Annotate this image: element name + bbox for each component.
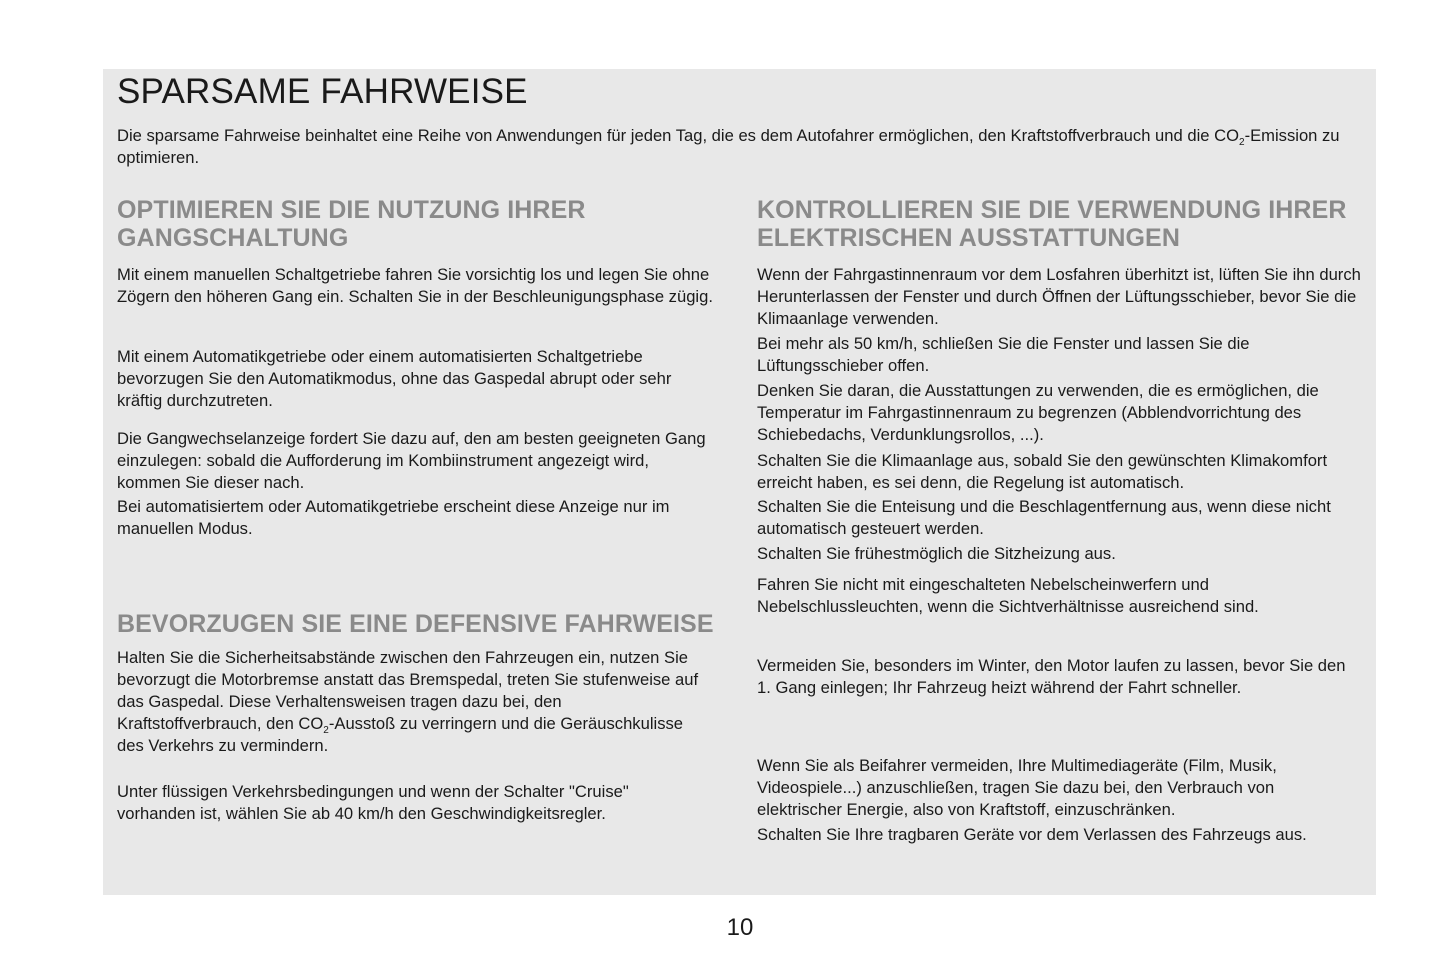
paragraph-manual-gearbox: Mit einem manuellen Schaltgetriebe fahren Sie vorsichtig los und legen Sie ohne Zögern den höheren Gang ein. Schalten Sie in der Beschleunigungsphase zügig. (117, 265, 713, 306)
paragraph-close-windows: Bei mehr als 50 km/h, schließen Sie die Fenster und lassen Sie die Lüftungsschieber offen. (757, 334, 1250, 375)
heading-electrical-equipment: KONTROLLIEREN SIE DIE VERWENDUNG IHRER ELEKTRISCHEN AUSSTATTUNGEN (757, 196, 1347, 252)
paragraph-cruise-control: Unter flüssigen Verkehrsbedingungen und wenn der Schalter "Cruise" vorhanden ist, wählen Sie ab 40 km/h den Geschwindigkeitsregler. (117, 782, 629, 823)
heading-defensive-driving: BEVORZUGEN SIE EINE DEFENSIVE FAHRWEISE (117, 610, 714, 638)
intro-text-after: -Emission zu optimieren. (117, 126, 1340, 167)
paragraph-engine-idle: Vermeiden Sie, besonders im Winter, den Motor laufen zu lassen, bevor Sie den 1. Gang einlegen; Ihr Fahrzeug heizt während der Fahrt schneller. (757, 656, 1346, 697)
paragraph-defrost-off: Schalten Sie die Enteisung und die Beschlagentfernung aus, wenn diese nicht automatisch gesteuert werden. (757, 497, 1331, 538)
intro-co2-subscript: 2 (1239, 137, 1245, 148)
paragraph-limit-temperature: Denken Sie daran, die Ausstattungen zu verwenden, die es ermöglichen, die Temperatur im Fahrgastinnenraum zu begrenzen (Abblendvorrichtung des Schiebedachs, Verdunklungsrollos, ...). (757, 381, 1319, 444)
paragraph-gear-indicator-mode: Bei automatisiertem oder Automatikgetriebe erscheint diese Anzeige nur im manuellen Modus. (117, 497, 670, 538)
paragraph-gear-indicator: Die Gangwechselanzeige fordert Sie dazu auf, den am besten geeigneten Gang einzulegen: sobald die Aufforderung im Kombiinstrument angezeigt wird, kommen Sie dieser nach. (117, 429, 706, 492)
safe-distance-text-after: -Ausstoß zu verringern und die Geräuschkulisse des Verkehrs zu vermindern. (117, 714, 684, 755)
paragraph-portable-devices: Schalten Sie Ihre tragbaren Geräte vor dem Verlassen des Fahrzeugs aus. (757, 825, 1307, 844)
safe-distance-co2-subscript: 2 (323, 725, 329, 736)
paragraph-multimedia-devices: Wenn Sie als Beifahrer vermeiden, Ihre Multimediageräte (Film, Musik, Videospiele...) anzuschließen, tragen Sie dazu bei, den Verbrauch von elektrischer Energie, also von Kraftstoff, einzuschränken. (757, 756, 1277, 819)
paragraph-seat-heating-off: Schalten Sie frühestmöglich die Sitzheizung aus. (757, 544, 1116, 563)
paragraph-safe-distance (117, 647, 707, 757)
intro-text-before: Die sparsame Fahrweise beinhaltet eine Reihe von Anwendungen für jeden Tag, die es dem Autofahrer ermöglichen, den Kraftstoffverbrauch und die CO (117, 126, 1239, 145)
paragraph-fog-lights: Fahren Sie nicht mit eingeschalteten Nebelscheinwerfern und Nebelschlussleuchten, wenn die Sichtverhältnisse ausreichend sind. (757, 575, 1259, 616)
page-title: SPARSAME FAHRWEISE (117, 72, 528, 111)
intro-paragraph (117, 125, 1357, 169)
paragraph-automatic-gearbox: Mit einem Automatikgetriebe oder einem automatisierten Schaltgetriebe bevorzugen Sie den Automatikmodus, ohne das Gaspedal abrupt oder sehr kräftig durchzutreten. (117, 347, 672, 410)
paragraph-ventilate-cabin: Wenn der Fahrgastinnenraum vor dem Losfahren überhitzt ist, lüften Sie ihn durch Herunterlassen der Fenster und durch Öffnen der Lüftungsschieber, bevor Sie die Klimaanlage verwenden. (757, 265, 1361, 328)
safe-distance-text-before: Halten Sie die Sicherheitsabstände zwischen den Fahrzeugen ein, nutzen Sie bevorzugt die Motorbremse anstatt das Bremspedal, treten Sie stufenweise auf das Gaspedal. Diese Verhaltensweisen tragen dazu bei, den Kraftstoffverbrauch, den CO (117, 648, 699, 733)
paragraph-air-conditioning-off: Schalten Sie die Klimaanlage aus, sobald Sie den gewünschten Klimakomfort erreicht haben, es sei denn, die Regelung ist automatisch. (757, 451, 1328, 492)
page-number: 10 (726, 914, 754, 941)
heading-gear-usage: OPTIMIEREN SIE DIE NUTZUNG IHRER GANGSCHALTUNG (117, 196, 586, 252)
